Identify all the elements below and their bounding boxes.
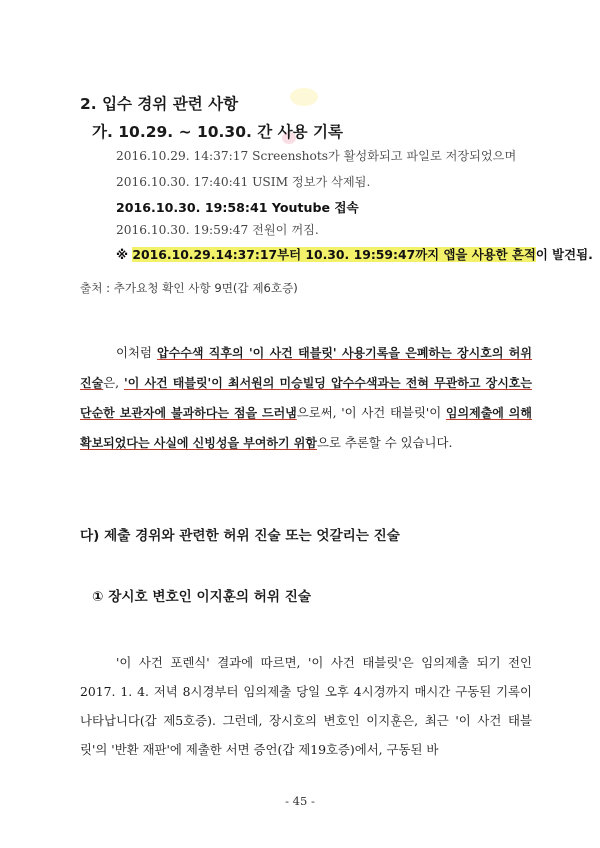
log-line: 2016.10.30. 17:40:41 USIM 정보가 삭제됨. — [116, 175, 371, 189]
section-title: 2. 입수 경위 관련 사항 — [80, 95, 239, 113]
heading-d: 다) 제출 경위와 관련한 허위 진술 또는 엇갈리는 진술 — [80, 528, 400, 544]
sub-title: 가. 10.29. ~ 10.30. 간 사용 기록 — [92, 123, 343, 141]
paragraph-text: 으로써, '이 사건 태블릿'이 — [296, 405, 446, 420]
paragraph-1 — [80, 338, 532, 458]
underlined-text: '이 사건 태블릿'이 최서원의 미승빌딩 압수수색과는 전혀 무관하고 장시호는 단순한 보관자에 불과하다는 점을 드러냄 — [80, 376, 532, 420]
log-line: 2016.10.30. 19:58:41 Youtube 접속 — [116, 200, 359, 215]
paragraph-text: 은, — [103, 375, 125, 390]
paragraph-text: 이처럼 — [116, 345, 158, 360]
underlined-text: 압수수색 직후의 '이 사건 태블릿' 사용기록을 은폐하는 장시호의 허위 진술 — [80, 346, 532, 390]
highlight-note — [116, 245, 593, 263]
heading-1: ① 장시호 변호인 이지훈의 허위 진술 — [92, 589, 312, 605]
page-number: - 45 - — [285, 794, 315, 808]
note-suffix: 이 발견됨. — [535, 247, 593, 262]
highlighted-text: 2016.10.29.14:37:17부터 10.30. 19:59:47까지 앱을 사용한 흔적 — [132, 247, 536, 262]
note-prefix: ※ — [116, 247, 133, 262]
faint-yellow-mark — [290, 88, 318, 106]
underlined-text: 임의제출에 의해 확보되었다는 사실에 신빙성을 부여하기 위함 — [80, 406, 532, 450]
log-line: 2016.10.29. 14:37:17 Screenshots가 활성화되고 파일로 저장되었으며 — [116, 149, 517, 163]
log-line: 2016.10.30. 19:59:47 전원이 꺼짐. — [116, 223, 319, 237]
source-note: 출처 : 추가요청 확인 사항 9면(갑 제6호증) — [80, 281, 298, 295]
paragraph-text: 으로 추론할 수 있습니다. — [316, 435, 453, 450]
paragraph-2: '이 사건 포렌식' 결과에 따르면, '이 사건 태블릿'은 임의제출 되기 전인 2017. 1. 4. 저녁 8시경부터 임의제출 당일 오후 4시경까지 매시간 구동된 기록이 나타납니다(갑 제5호증). 그런데, 장시호의 변호인 이지훈은, 최근 '이 사건 태블릿'의 '반환 재판'에 제출한 서면 증언(갑 제19호증)에서, 구동된 바 — [80, 655, 532, 757]
